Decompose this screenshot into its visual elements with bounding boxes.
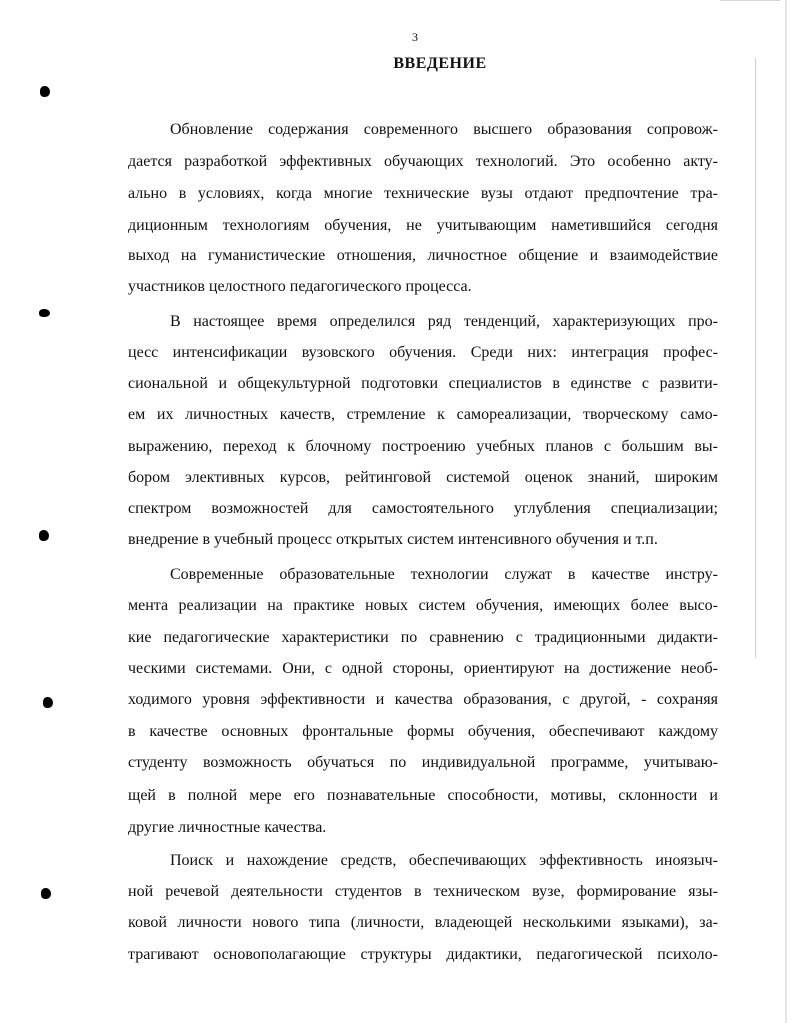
- text-line: в качестве основных фронтальные формы обучения, обеспечивают каждому: [128, 723, 718, 740]
- text-line: трагивают основополагающие структуры дидактики, педагогической психоло-: [128, 946, 718, 963]
- text-line: ческими системами. Они, с одной стороны, ориентируют на достижение необ-: [128, 660, 718, 677]
- text-line: Современные образовательные технологии служат в качестве инстру-: [170, 566, 718, 583]
- text-line: диционным технологиям обучения, не учитывающим наметившийся сегодня: [128, 217, 718, 234]
- text-line: спектром возможностей для самостоятельного углубления специализации;: [128, 500, 718, 517]
- binding-hole-mark: [39, 530, 49, 541]
- text-line: Поиск и нахождение средств, обеспечивающих эффективность иноязыч-: [170, 852, 718, 869]
- text-line: В настоящее время определился ряд тенденций, характеризующих про-: [170, 313, 718, 330]
- text-line: цесс интенсификации вузовского обучения. Среди них: интеграция профес-: [128, 344, 718, 361]
- scan-edge-shadow: [785, 0, 787, 1023]
- text-line: студенту возможность обучаться по индивидуальной программе, учитываю-: [128, 754, 718, 771]
- scan-right-line: [755, 58, 756, 658]
- text-line: Обновление содержания современного высшего образования сопровож-: [170, 121, 718, 138]
- text-line: выход на гуманистические отношения, личностное общение и взаимодействие: [128, 247, 718, 264]
- text-line: внедрение в учебный процесс открытых систем интенсивного обучения и т.п.: [128, 531, 658, 548]
- binding-hole-mark: [39, 309, 50, 317]
- text-line: сиональной и общекультурной подготовки специалистов в единстве с развити-: [128, 375, 718, 392]
- text-line: бором элективных курсов, рейтинговой системой оценок знаний, широким: [128, 469, 718, 486]
- page-number: 3: [412, 30, 418, 44]
- text-line: мента реализации на практике новых систем обучения, имеющих более высо-: [128, 597, 718, 614]
- binding-hole-mark: [41, 888, 51, 899]
- text-line: ально в условиях, когда многие технические вузы отдают предпочтение тра-: [128, 185, 718, 202]
- text-line: другие личностные качества.: [128, 819, 327, 836]
- text-line: ковой личности нового типа (личности, владеющей несколькими языками), за-: [128, 914, 718, 931]
- scan-top-line: [720, 0, 780, 1]
- text-line: ной речевой деятельности студентов в техническом вузе, формирование язы-: [128, 883, 718, 900]
- text-line: дается разработкой эффективных обучающих технологий. Это особенно акту-: [128, 153, 718, 170]
- text-line: ходимого уровня эффективности и качества образования, с другой, - сохраняя: [128, 691, 718, 708]
- binding-hole-mark: [40, 86, 50, 97]
- text-line: ем их личностных качеств, стремление к самореализации, творческому само-: [128, 406, 718, 423]
- binding-hole-mark: [43, 697, 53, 708]
- text-line: участников целостного педагогического процесса.: [128, 278, 472, 295]
- page-title: ВВЕДЕНИЕ: [393, 55, 487, 72]
- text-line: выражению, переход к блочному построению учебных планов с большим вы-: [128, 438, 718, 455]
- text-line: кие педагогические характеристики по сравнению с традиционными дидакти-: [128, 629, 718, 646]
- text-line: щей в полной мере его познавательные способности, мотивы, склонности и: [128, 787, 718, 804]
